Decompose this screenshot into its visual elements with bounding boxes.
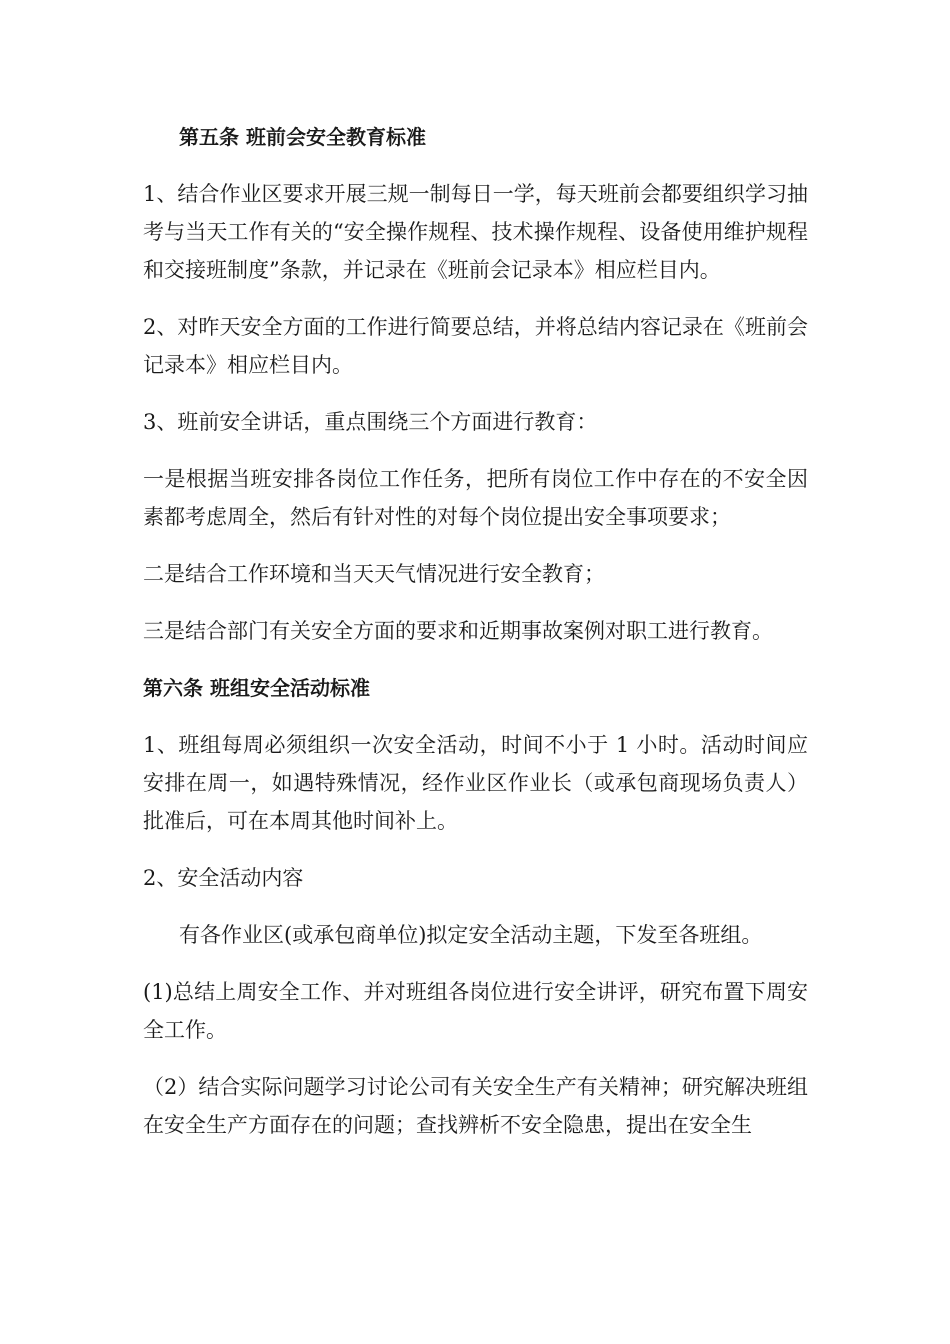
document-body bbox=[143, 118, 808, 1163]
paragraph-5-1: 1、结合作业区要求开展三规一制每日一学，每天班前会都要组织学习抽考与当天工作有关的“安全操作规程、技术操作规程、设备使用维护规程和交接班制度”条款，并记录在《班前会记录本》相应栏目内。 bbox=[143, 182, 808, 282]
paragraph-6-2: 2、安全活动内容 bbox=[143, 866, 304, 890]
paragraph-6-2-2: （2）结合实际问题学习讨论公司有关安全生产有关精神；研究解决班组在安全生产方面存在的问题；查找辨析不安全隐患，提出在安全生 bbox=[143, 1075, 808, 1137]
paragraph-5-3-c: 三是结合部门有关安全方面的要求和近期事故案例对职工进行教育。 bbox=[143, 619, 773, 643]
section-heading-5: 第五条 班前会安全教育标准 bbox=[179, 125, 426, 149]
paragraph-5-3-a: 一是根据当班安排各岗位工作任务，把所有岗位工作中存在的不安全因素都考虑周全，然后有针对性的对每个岗位提出安全事项要求； bbox=[143, 467, 808, 529]
paragraph-5-3: 3、班前安全讲话，重点围绕三个方面进行教育： bbox=[143, 410, 598, 434]
paragraph-6-1: 1、班组每周必须组织一次安全活动，时间不小于 1 小时。活动时间应安排在周一，如遇特殊情况，经作业区作业长（或承包商现场负责人）批准后，可在本周其他时间补上。 bbox=[143, 733, 808, 833]
paragraph-5-3-b: 二是结合工作环境和当天天气情况进行安全教育； bbox=[143, 562, 605, 586]
paragraph-5-2: 2、对昨天安全方面的工作进行简要总结，并将总结内容记录在《班前会记录本》相应栏目内。 bbox=[143, 315, 808, 377]
section-heading-6: 第六条 班组安全活动标准 bbox=[143, 676, 370, 700]
paragraph-6-2-1: (1)总结上周安全工作、并对班组各岗位进行安全讲评，研究布置下周安全工作。 bbox=[143, 980, 808, 1042]
paragraph-6-2-intro: 有各作业区(或承包商单位)拟定安全活动主题，下发至各班组。 bbox=[179, 923, 763, 947]
